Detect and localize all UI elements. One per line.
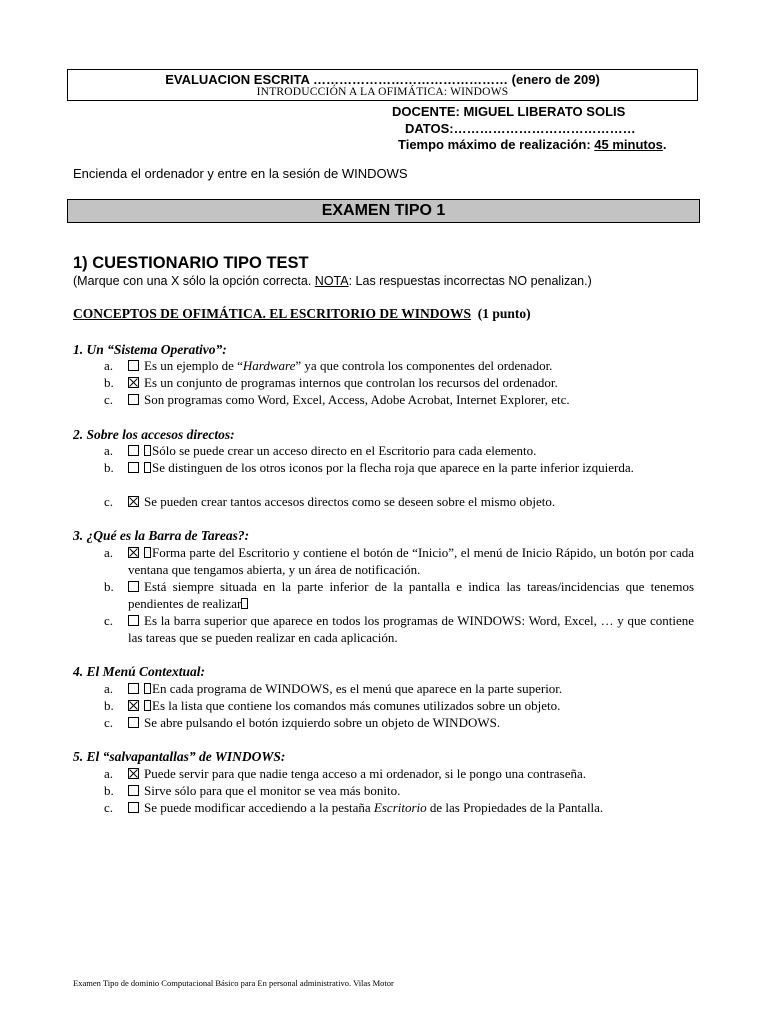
answer-checkbox[interactable]: [128, 360, 139, 371]
question-1-option-a: [104, 358, 694, 375]
question-4-option-a: [104, 681, 694, 698]
answer-checkbox[interactable]: [128, 785, 139, 796]
answer-checkbox[interactable]: [128, 581, 139, 592]
answer-checkbox-checked[interactable]: [128, 768, 139, 779]
option-letter: b.: [104, 783, 114, 798]
option-letter: a.: [104, 545, 114, 560]
question-5-title: 5. El “salvapantallas” de WINDOWS:: [73, 749, 286, 764]
missing-glyph-icon: [241, 598, 248, 609]
section-title: 1) CUESTIONARIO TIPO TEST: [73, 254, 309, 272]
option-text-a: Es un ejemplo de “: [144, 358, 243, 373]
teacher-name: DOCENTE: MIGUEL LIBERATO SOLIS: [392, 104, 626, 119]
concepts-points: (1 punto): [477, 306, 531, 321]
evaluation-title: EVALUACION ESCRITA ……………………………………… (enero de 209): [165, 72, 600, 87]
answer-checkbox[interactable]: [128, 683, 139, 694]
concepts-heading: [73, 306, 531, 322]
question-4-option-c: [104, 715, 694, 732]
instruction-text: Encienda el ordenador y entre en la sesión de WINDOWS: [73, 166, 408, 181]
option-text: Sirve sólo para que el monitor se vea más bonito.: [144, 783, 401, 798]
option-text: En cada programa de WINDOWS, es el menú que aparece en la parte superior.: [152, 681, 563, 696]
option-text: Es un conjunto de programas internos que controlan los recursos del ordenador.: [144, 375, 558, 390]
option-letter: b.: [104, 375, 114, 390]
option-text: Es la barra superior que aparece en todos los programas de WINDOWS: Word, Excel, … y que contiene las tareas que se pueden realizar en cada aplicación.: [128, 613, 694, 645]
header-box: [67, 69, 698, 101]
course-title: INTRODUCCIÓN A LA OFIMÁTICA: WINDOWS: [256, 86, 509, 98]
option-letter: c.: [104, 392, 114, 407]
question-2-option-c: [104, 494, 694, 511]
option-letter: a.: [104, 681, 114, 696]
time-limit-label: Tiempo máximo de realización:: [398, 137, 595, 152]
answer-checkbox[interactable]: [128, 615, 139, 626]
option-letter: c.: [104, 613, 114, 628]
missing-glyph-icon: [144, 700, 151, 711]
time-limit-value: 45 minutos: [594, 137, 663, 152]
question-3-title: 3. ¿Qué es la Barra de Tareas?:: [73, 528, 250, 543]
option-text: Se distinguen de los otros iconos por la flecha roja que aparece en la parte inferior izquierda.: [152, 460, 634, 475]
page-footer: Examen Tipo de dominio Computacional Básico para En personal administrativo. Vilas Motor: [73, 978, 394, 988]
answer-checkbox[interactable]: [128, 394, 139, 405]
missing-glyph-icon: [144, 445, 151, 456]
question-3-option-c: [104, 613, 694, 646]
missing-glyph-icon: [144, 547, 151, 558]
section-sub-a: (Marque con una X sólo la opción correcta.: [73, 274, 315, 288]
time-limit-end: .: [662, 137, 667, 152]
option-text-b: de las Propiedades de la Pantalla.: [426, 800, 604, 815]
question-2-title: 2. Sobre los accesos directos:: [73, 427, 235, 442]
exam-type-banner: EXAMEN TIPO 1: [67, 199, 700, 223]
section-sub-nota: NOTA: [314, 274, 349, 288]
question-4-option-b: [104, 698, 694, 715]
question-1-title: 1. Un “Sistema Operativo”:: [73, 342, 227, 357]
option-text: Forma parte del Escritorio y contiene el botón de “Inicio”, el menú de Inicio Rápido, un botón por cada ventana que tengamos abierta, y un área de notificación.: [128, 545, 694, 577]
option-text-em: Hardware: [242, 358, 296, 373]
option-text: Está siempre situada en la parte inferior de la pantalla e indica las tareas/incidencias que tenemos pendientes de realizar: [128, 579, 694, 611]
option-text: Se abre pulsando el botón izquierdo sobre un objeto de WINDOWS.: [144, 715, 501, 730]
question-5-option-c: [104, 800, 694, 833]
option-letter: b.: [104, 460, 114, 475]
option-letter: c.: [104, 800, 114, 815]
answer-checkbox-checked[interactable]: [128, 547, 139, 558]
question-1-option-c: [104, 392, 694, 409]
question-1-option-b: [104, 375, 694, 392]
option-text-a: Se puede modificar accediendo a la pestaña: [144, 800, 374, 815]
option-text: Puede servir para que nadie tenga acceso a mi ordenador, si le pongo una contraseña.: [144, 766, 587, 781]
answer-checkbox[interactable]: [128, 717, 139, 728]
option-letter: c.: [104, 715, 114, 730]
option-text: Se pueden crear tantos accesos directos como se deseen sobre el mismo objeto.: [144, 494, 556, 509]
answer-checkbox-checked[interactable]: [128, 377, 139, 388]
question-3-option-b: [104, 579, 694, 612]
option-letter: a.: [104, 766, 114, 781]
question-5-option-b: [104, 783, 694, 800]
option-letter: c.: [104, 494, 114, 509]
answer-checkbox-checked[interactable]: [128, 700, 139, 711]
question-2-option-b: [104, 460, 694, 493]
section-instructions: [73, 274, 592, 288]
question-2-option-a: [104, 443, 694, 460]
concepts-title: CONCEPTOS DE OFIMÁTICA. EL ESCRITORIO DE WINDOWS: [73, 306, 471, 321]
question-3-option-a: [104, 545, 694, 578]
option-letter: b.: [104, 698, 114, 713]
student-data-field: DATOS:……………………………………: [405, 121, 636, 136]
section-sub-b: : Las respuestas incorrectas NO penalizan.): [348, 274, 592, 288]
option-text: Sólo se puede crear un acceso directo en el Escritorio para cada elemento.: [152, 443, 537, 458]
option-letter: b.: [104, 579, 114, 594]
option-letter: a.: [104, 358, 114, 373]
option-text-b: ” ya que controla los componentes del ordenador.: [295, 358, 553, 373]
time-limit: [398, 137, 667, 152]
option-text: Es la lista que contiene los comandos más comunes utilizados sobre un objeto.: [152, 698, 561, 713]
missing-glyph-icon: [144, 683, 151, 694]
question-5-option-a: [104, 766, 694, 783]
answer-checkbox[interactable]: [128, 445, 139, 456]
answer-checkbox-checked[interactable]: [128, 496, 139, 507]
question-4-title: 4. El Menú Contextual:: [73, 664, 206, 679]
answer-checkbox[interactable]: [128, 802, 139, 813]
answer-checkbox[interactable]: [128, 462, 139, 473]
option-text: Son programas como Word, Excel, Access, Adobe Acrobat, Internet Explorer, etc.: [144, 392, 570, 407]
missing-glyph-icon: [144, 462, 151, 473]
option-text-em: Escritorio: [373, 800, 427, 815]
option-letter: a.: [104, 443, 114, 458]
